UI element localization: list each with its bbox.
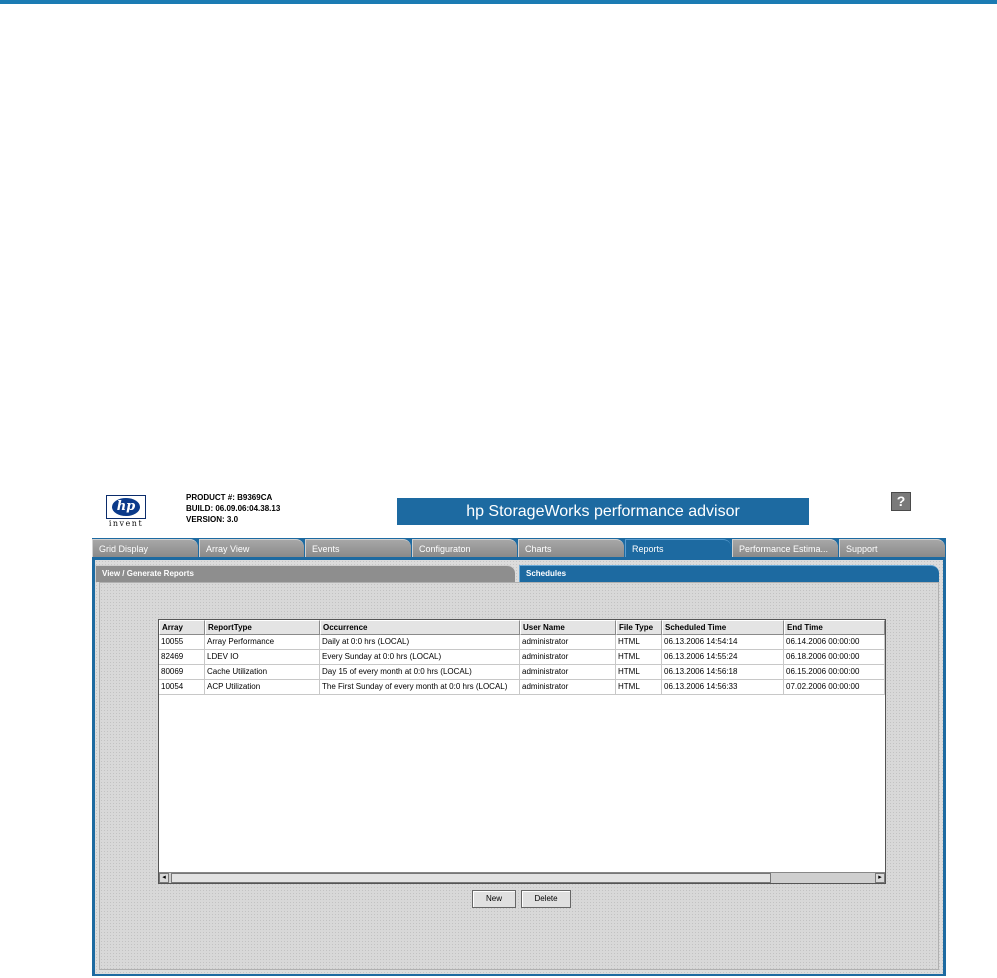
cell-end-time: 06.14.2006 00:00:00	[784, 635, 885, 650]
table-row[interactable]	[159, 635, 885, 650]
cell-array: 80069	[159, 665, 205, 680]
table-header-row	[159, 620, 885, 635]
cell-report-type: Cache Utilization	[205, 665, 320, 680]
tab-reports[interactable]: Reports	[625, 539, 731, 557]
column-header-array[interactable]: Array	[159, 620, 205, 635]
cell-end-time: 06.15.2006 00:00:00	[784, 665, 885, 680]
column-header-scheduled-time[interactable]: Scheduled Time	[662, 620, 784, 635]
table-row[interactable]	[159, 650, 885, 665]
build-number: BUILD: 06.09.06:04.38.13	[186, 504, 281, 513]
cell-user-name: administrator	[520, 665, 616, 680]
cell-report-type: Array Performance	[205, 635, 320, 650]
cell-scheduled-time: 06.13.2006 14:54:14	[662, 635, 784, 650]
scrollbar-thumb[interactable]	[171, 873, 771, 883]
main-tabs	[92, 538, 946, 558]
subtab-schedules[interactable]: Schedules	[519, 565, 939, 582]
cell-occurrence: Daily at 0:0 hrs (LOCAL)	[320, 635, 520, 650]
cell-end-time: 06.18.2006 00:00:00	[784, 650, 885, 665]
hp-logo-mark: hp	[112, 498, 140, 516]
cell-user-name: administrator	[520, 680, 616, 695]
tab-array-view[interactable]: Array View	[199, 539, 304, 557]
tab-events[interactable]: Events	[305, 539, 411, 557]
cell-occurrence: Every Sunday at 0:0 hrs (LOCAL)	[320, 650, 520, 665]
cell-file-type: HTML	[616, 635, 662, 650]
tab-grid-display[interactable]: Grid Display	[92, 539, 198, 557]
subtab-view-generate-reports[interactable]: View / Generate Reports	[95, 565, 515, 582]
cell-scheduled-time: 06.13.2006 14:56:18	[662, 665, 784, 680]
cell-occurrence: The First Sunday of every month at 0:0 hrs (LOCAL)	[320, 680, 520, 695]
version-number: VERSION: 3.0	[186, 515, 239, 524]
tab-support[interactable]: Support	[839, 539, 945, 557]
cell-report-type: LDEV IO	[205, 650, 320, 665]
column-header-file-type[interactable]: File Type	[616, 620, 662, 635]
table-row[interactable]	[159, 665, 885, 680]
horizontal-scrollbar[interactable]	[159, 872, 885, 883]
column-header-report-type[interactable]: ReportType	[205, 620, 320, 635]
cell-scheduled-time: 06.13.2006 14:55:24	[662, 650, 784, 665]
column-header-end-time[interactable]: End Time	[784, 620, 885, 635]
schedules-panel	[99, 582, 939, 970]
schedules-table	[158, 619, 886, 884]
help-button[interactable]: ?	[891, 492, 911, 511]
cell-end-time: 07.02.2006 00:00:00	[784, 680, 885, 695]
app-banner: hp StorageWorks performance advisor	[397, 498, 809, 525]
cell-user-name: administrator	[520, 650, 616, 665]
hp-logo	[106, 495, 146, 530]
scroll-right-icon[interactable]: ▸	[875, 873, 885, 883]
cell-report-type: ACP Utilization	[205, 680, 320, 695]
column-header-user-name[interactable]: User Name	[520, 620, 616, 635]
product-number: PRODUCT #: B9369CA	[186, 493, 273, 502]
hp-logo-box	[106, 495, 146, 519]
tab-configuration[interactable]: Configuraton	[412, 539, 517, 557]
cell-array: 82469	[159, 650, 205, 665]
cell-scheduled-time: 06.13.2006 14:56:33	[662, 680, 784, 695]
tab-performance-estimator[interactable]: Performance Estima...	[732, 539, 838, 557]
reports-area	[95, 560, 943, 974]
cell-file-type: HTML	[616, 650, 662, 665]
tab-charts[interactable]: Charts	[518, 539, 624, 557]
hp-logo-text: invent	[108, 519, 144, 528]
cell-array: 10055	[159, 635, 205, 650]
product-info	[186, 492, 280, 525]
cell-file-type: HTML	[616, 665, 662, 680]
report-subtabs	[95, 565, 943, 582]
column-header-occurrence[interactable]: Occurrence	[320, 620, 520, 635]
main-frame	[92, 538, 946, 976]
cell-file-type: HTML	[616, 680, 662, 695]
delete-button[interactable]: Delete	[521, 890, 571, 908]
cell-array: 10054	[159, 680, 205, 695]
scroll-left-icon[interactable]: ◂	[159, 873, 169, 883]
table-row[interactable]	[159, 680, 885, 695]
cell-user-name: administrator	[520, 635, 616, 650]
new-button[interactable]: New	[472, 890, 516, 908]
cell-occurrence: Day 15 of every month at 0:0 hrs (LOCAL)	[320, 665, 520, 680]
top-accent-line	[0, 0, 997, 4]
